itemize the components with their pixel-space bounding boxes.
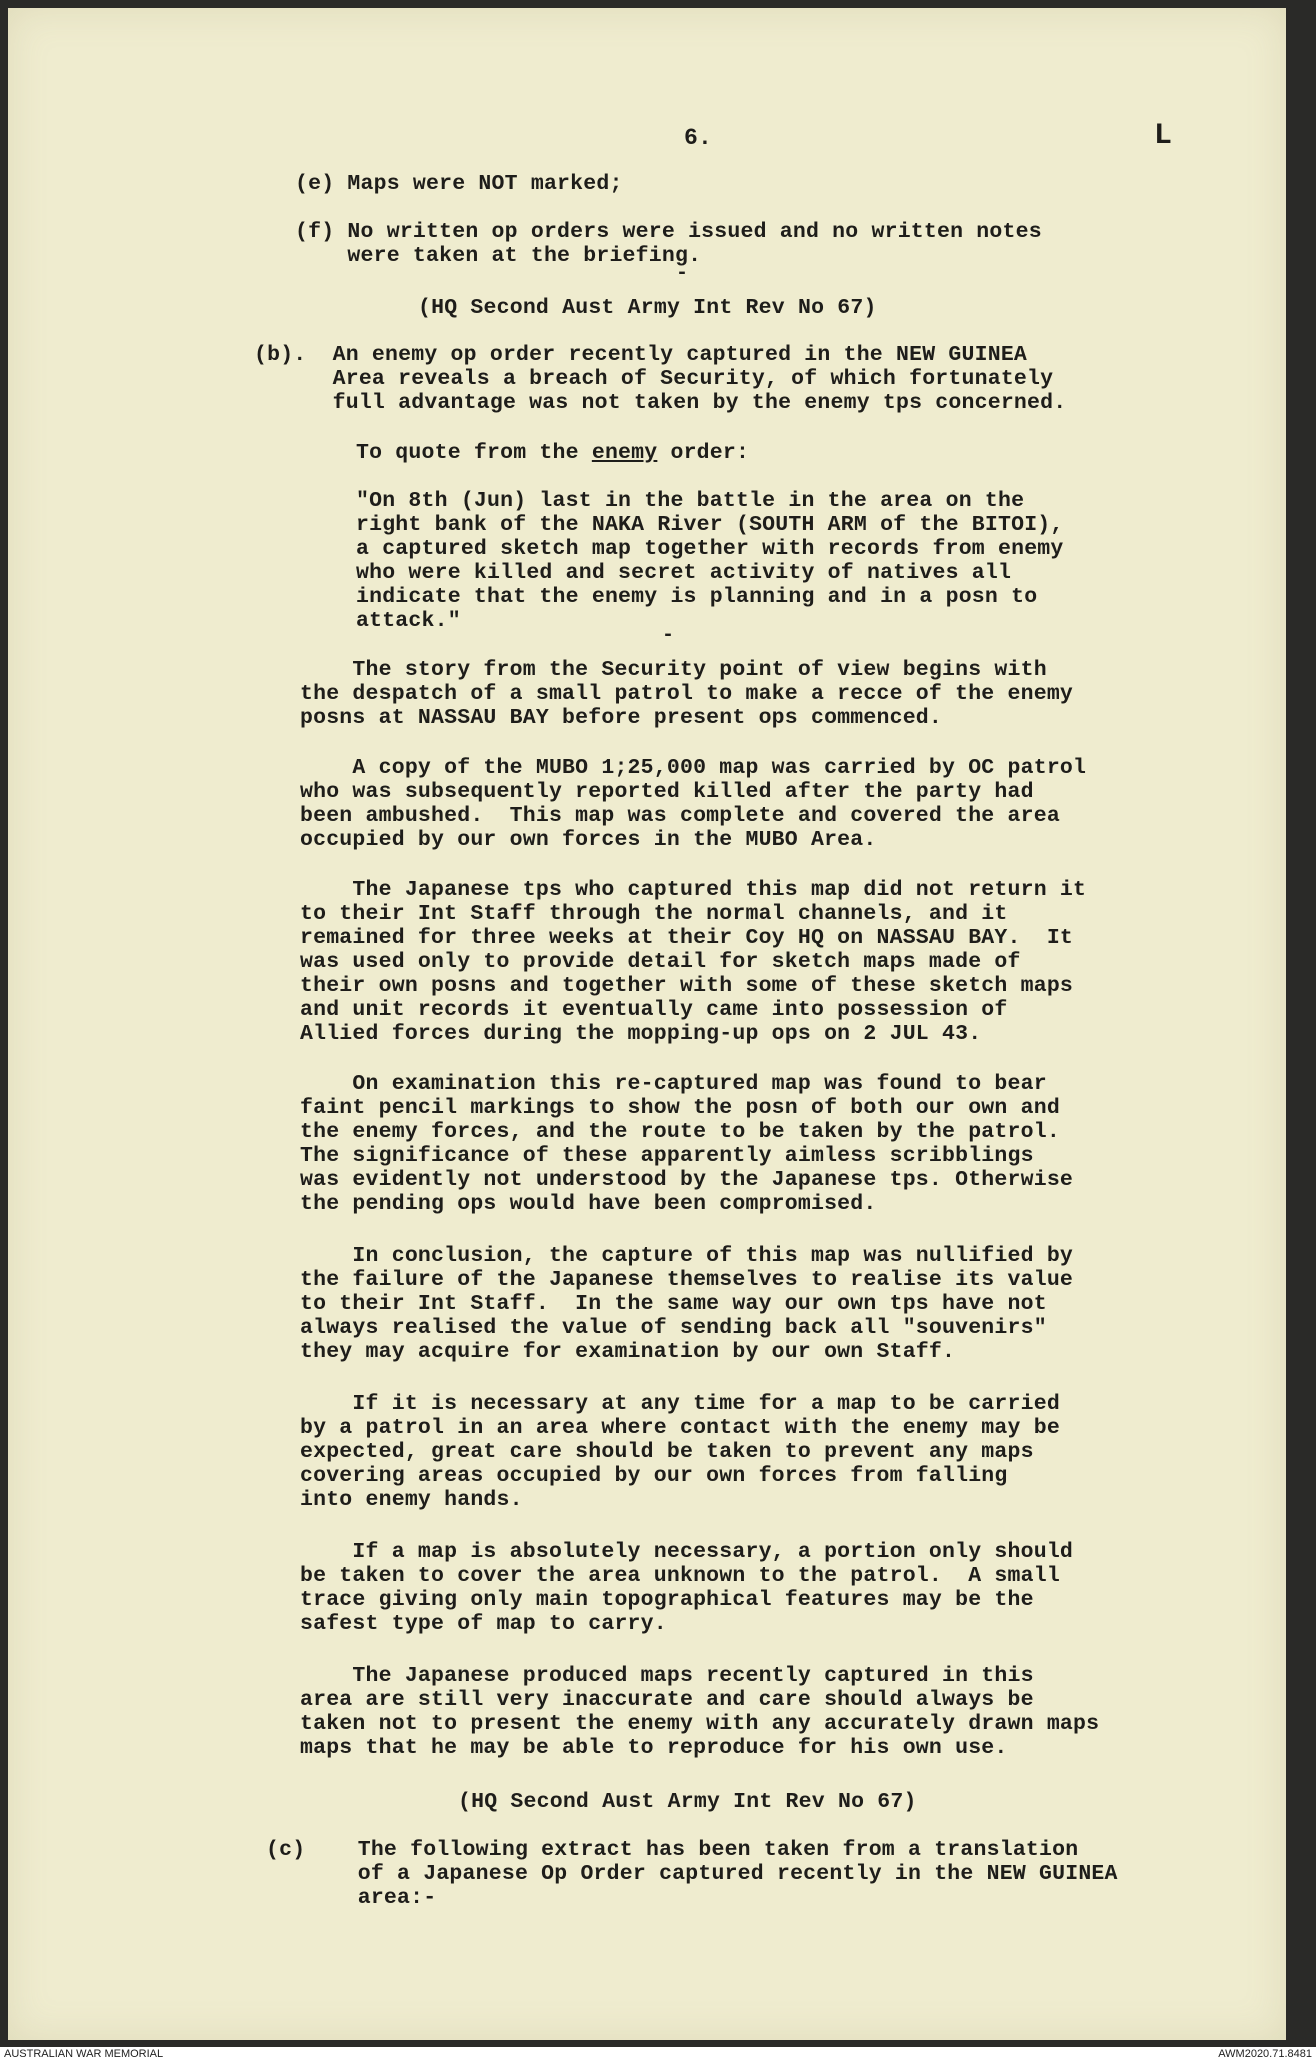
quote-intro-text: To quote from the <box>356 441 592 465</box>
para-7-line-1: If a map is absolutely necessary, a portion only should <box>300 1540 1074 1564</box>
section-c-line-3: area:- <box>266 1886 437 1910</box>
para-4-line-3: the enemy forces, and the route to be taken by the patrol. <box>300 1120 1060 1144</box>
separator-dash: - <box>662 624 675 647</box>
page-number: 6. <box>684 125 713 151</box>
section-b-line-3: full advantage was not taken by the enemy tps concerned. <box>254 391 1067 415</box>
para-3-line-7: Allied forces during the mopping-up ops on 2 JUL 43. <box>300 1022 982 1046</box>
para-3-line-3: remained for three weeks at their Coy HQ on NASSAU BAY. It <box>300 926 1074 950</box>
section-c-line-2: of a Japanese Op Order captured recently in the NEW GUINEA <box>266 1862 1118 1886</box>
footer-institution: AUSTRALIAN WAR MEMORIAL <box>4 2048 164 2060</box>
quote-intro-end: order: <box>657 441 750 465</box>
quote-line-4: who were killed and secret activity of natives all <box>356 561 1012 585</box>
quote-line-6: attack." <box>356 609 461 633</box>
reference-line-1: (HQ Second Aust Army Int Rev No 67) <box>418 296 877 320</box>
quote-line-5: indicate that the enemy is planning and in a posn to <box>356 585 1038 609</box>
para-6-line-1: If it is necessary at any time for a map to be carried <box>300 1392 1060 1416</box>
para-1-line-1: The story from the Security point of view begins with <box>300 658 1047 682</box>
para-6-line-5: into enemy hands. <box>300 1488 523 1512</box>
para-8-line-3: taken not to present the enemy with any accurately drawn maps <box>300 1712 1100 1736</box>
document-page <box>8 8 1286 2040</box>
para-8-line-1: The Japanese produced maps recently captured in this <box>300 1664 1034 1688</box>
corner-pencil-mark: L <box>1154 119 1173 153</box>
para-3-line-5: their own posns and together with some of these sketch maps <box>300 974 1074 998</box>
separator-dash: - <box>676 262 689 285</box>
para-1-line-2: the despatch of a small patrol to make a recce of the enemy <box>300 682 1074 706</box>
para-2-line-1: A copy of the MUBO 1;25,000 map was carried by OC patrol <box>300 756 1087 780</box>
footer-accession-number: AWM2020.71.8481 <box>1218 2048 1312 2060</box>
para-4-line-6: the pending ops would have been compromised. <box>300 1192 877 1216</box>
para-2-line-2: who was subsequently reported killed after the party had <box>300 780 1034 804</box>
para-3-line-2: to their Int Staff through the normal channels, and it <box>300 902 1008 926</box>
footer-bar <box>0 2047 1316 2061</box>
para-3-line-4: was used only to provide detail for sketch maps made of <box>300 950 1021 974</box>
item-f-line-2: were taken at the briefing. <box>295 244 702 268</box>
para-8-line-4: maps that he may be able to reproduce for his own use. <box>300 1736 1008 1760</box>
quote-intro <box>356 441 749 465</box>
para-3-line-1: The Japanese tps who captured this map did not return it <box>300 878 1087 902</box>
para-2-line-3: been ambushed. This map was complete and covered the area <box>300 804 1060 828</box>
item-f-line-1: (f) No written op orders were issued and no written notes <box>295 220 1042 244</box>
quote-line-2: right bank of the NAKA River (SOUTH ARM of the BITOI), <box>356 513 1064 537</box>
para-6-line-3: expected, great care should be taken to prevent any maps <box>300 1440 1034 1464</box>
para-7-line-3: trace giving only main topographical features may be the <box>300 1588 1034 1612</box>
para-2-line-4: occupied by our own forces in the MUBO Area. <box>300 828 877 852</box>
item-e: (e) Maps were NOT marked; <box>295 172 623 196</box>
quote-intro-underlined: enemy <box>591 441 658 465</box>
para-5-line-4: always realised the value of sending back all "souvenirs" <box>300 1316 1047 1340</box>
para-6-line-4: covering areas occupied by our own forces from falling <box>300 1464 1008 1488</box>
para-5-line-2: the failure of the Japanese themselves to realise its value <box>300 1268 1074 1292</box>
para-4-line-1: On examination this re-captured map was found to bear <box>300 1072 1047 1096</box>
section-b-line-2: Area reveals a breach of Security, of which fortunately <box>254 367 1054 391</box>
para-5-line-3: to their Int Staff. In the same way our own tps have not <box>300 1292 1047 1316</box>
section-c-line-1: (c) The following extract has been taken from a translation <box>266 1838 1079 1862</box>
para-7-line-2: be taken to cover the area unknown to the patrol. A small <box>300 1564 1060 1588</box>
reference-line-2: (HQ Second Aust Army Int Rev No 67) <box>458 1790 917 1814</box>
para-4-line-5: was evidently not understood by the Japanese tps. Otherwise <box>300 1168 1074 1192</box>
para-5-line-5: they may acquire for examination by our own Staff. <box>300 1340 956 1364</box>
para-4-line-2: faint pencil markings to show the posn of both our own and <box>300 1096 1060 1120</box>
section-b-line-1: (b). An enemy op order recently captured in the NEW GUINEA <box>254 343 1028 367</box>
para-6-line-2: by a patrol in an area where contact with the enemy may be <box>300 1416 1060 1440</box>
para-3-line-6: and unit records it eventually came into possession of <box>300 998 1008 1022</box>
para-8-line-2: area are still very inaccurate and care should always be <box>300 1688 1034 1712</box>
para-1-line-3: posns at NASSAU BAY before present ops commenced. <box>300 706 943 730</box>
quote-line-3: a captured sketch map together with records from enemy <box>356 537 1064 561</box>
para-5-line-1: In conclusion, the capture of this map was nullified by <box>300 1244 1074 1268</box>
para-4-line-4: The significance of these apparently aimless scribblings <box>300 1144 1034 1168</box>
para-7-line-4: safest type of map to carry. <box>300 1612 667 1636</box>
quote-line-1: "On 8th (Jun) last in the battle in the area on the <box>356 489 1025 513</box>
